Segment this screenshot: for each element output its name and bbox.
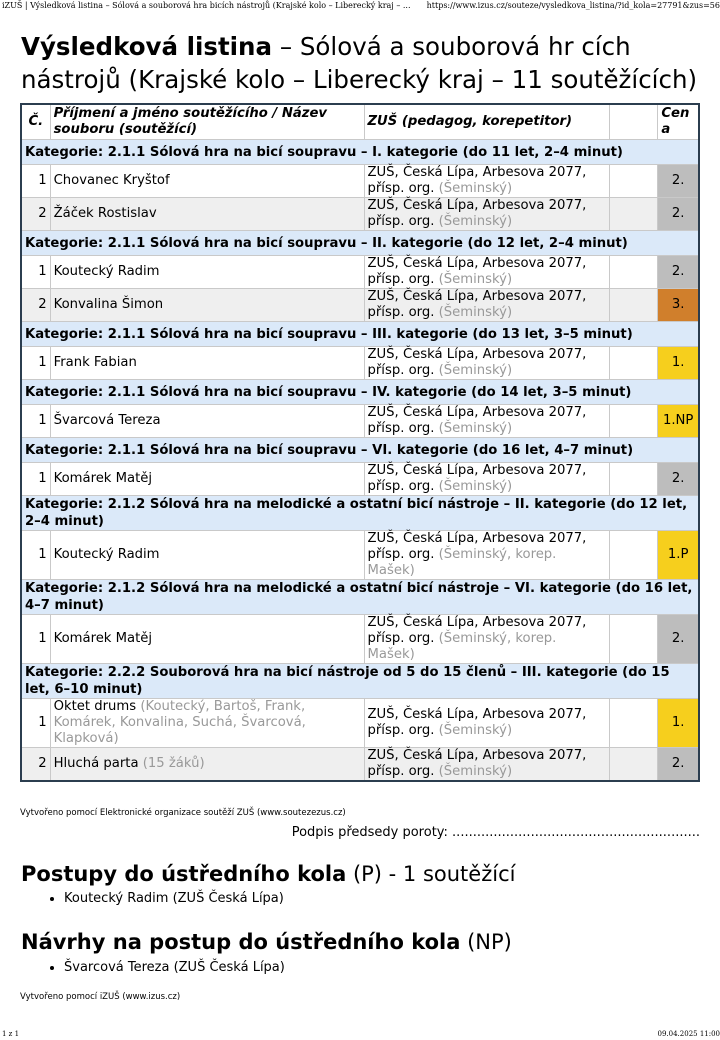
school-name: ZUŠ, Česká Lípa, Arbesova 2077, přísp. org. [367, 256, 587, 287]
contestant-name: Hluchá parta [53, 756, 139, 771]
proposals-heading-bold: Návrhy na postup do ústředního kola [21, 930, 461, 954]
contestant-cell [50, 699, 364, 748]
contestant-name: Komárek Matěj [53, 631, 153, 646]
row-number: 1 [21, 699, 50, 748]
placement-badge: 2. [658, 463, 699, 496]
table-row [21, 165, 699, 198]
category-label: Kategorie: 2.1.2 Sólová hra na melodické a ostatní bicí nástroje – VI. kategorie (do 16 let, 4–7 minut) [21, 580, 699, 615]
school-cell [364, 198, 610, 231]
school-name: ZUŠ, Česká Lípa, Arbesova 2077, přísp. org. [367, 405, 587, 436]
empty-cell [610, 615, 658, 664]
created-note-izus: Vytvořeno pomocí iZUŠ (www.izus.cz) [20, 992, 181, 1002]
page-title-bold: Výsledková listina [21, 32, 273, 61]
school-name: ZUŠ, Česká Lípa, Arbesova 2077, přísp. org. [367, 463, 587, 494]
advance-heading-bold: Postupy do ústředního kola [21, 862, 347, 886]
category-row [21, 580, 699, 615]
advance-list [46, 891, 284, 906]
row-number: 1 [21, 615, 50, 664]
contestant-cell [50, 198, 364, 231]
placement-badge: 2. [658, 615, 699, 664]
school-cell [364, 256, 610, 289]
contestant-cell [50, 256, 364, 289]
teacher-name: (Šeminský) [438, 764, 513, 779]
empty-cell [610, 256, 658, 289]
row-number: 1 [21, 165, 50, 198]
print-header [0, 0, 720, 12]
category-row [21, 231, 699, 256]
empty-cell [610, 748, 658, 782]
print-header-url: https://www.izus.cz/souteze/vysledkova_listina/?id_kola=27791&zus=56 [426, 1, 720, 10]
print-footer [0, 1030, 720, 1040]
category-row [21, 664, 699, 699]
school-cell [364, 699, 610, 748]
teacher-name: (Šeminský) [438, 723, 513, 738]
contestant-cell [50, 165, 364, 198]
empty-cell [610, 347, 658, 380]
row-number: 1 [21, 256, 50, 289]
contestant-name: Oktet drums [53, 699, 137, 714]
teacher-name: (Šeminský) [438, 181, 513, 196]
teacher-name: (Šeminský) [438, 363, 513, 378]
contestant-name: Frank Fabian [53, 355, 137, 370]
teacher-name: (Šeminský) [438, 272, 513, 287]
table-row [21, 256, 699, 289]
page-title-line2: nástrojů (Krajské kolo – Liberecký kraj – 11 soutěžících) [21, 65, 698, 94]
category-label: Kategorie: 2.1.1 Sólová hra na bicí soupravu – II. kategorie (do 12 let, 2–4 minut) [21, 231, 699, 256]
print-header-left: iZUŠ | Výsledková listina – Sólová a souborová hra bicích nástrojů (Krajské kolo – Liberecký kraj – ... [2, 1, 411, 10]
placement-badge: 1. [658, 347, 699, 380]
contestant-cell [50, 615, 364, 664]
school-cell [364, 289, 610, 322]
list-item: • Koutecký Radim (ZUŠ Česká Lípa) [64, 891, 284, 906]
category-label: Kategorie: 2.2.2 Souborová hra na bicí nástroje od 5 do 15 členů – III. kategorie (do 15 let, 6–10 minut) [21, 664, 699, 699]
created-note: Vytvořeno pomocí Elektronické organizace soutěží ZUŠ (www.soutezezus.cz) [20, 808, 346, 818]
category-label: Kategorie: 2.1.1 Sólová hra na bicí soupravu – VI. kategorie (do 16 let, 4–7 minut) [21, 438, 699, 463]
placement-badge: 2. [658, 165, 699, 198]
page-number: 1 z 1 [2, 1030, 20, 1038]
category-label: Kategorie: 2.1.1 Sólová hra na bicí soupravu – I. kategorie (do 11 let, 2–4 minut) [21, 140, 699, 165]
row-number: 2 [21, 289, 50, 322]
contestant-name: Koutecký Radim [53, 264, 160, 279]
header-num: Č. [21, 104, 50, 140]
empty-cell [610, 699, 658, 748]
table-row [21, 748, 699, 782]
contestant-cell [50, 347, 364, 380]
teacher-name: (Šeminský, korep. Mašek) [367, 631, 557, 662]
header-school: ZUŠ (pedagog, korepetitor) [364, 104, 610, 140]
category-label: Kategorie: 2.1.2 Sólová hra na melodické a ostatní bicí nástroje – II. kategorie (do 12 let, 2–4 minut) [21, 496, 699, 531]
category-row [21, 322, 699, 347]
row-number: 1 [21, 405, 50, 438]
school-cell [364, 347, 610, 380]
school-name: ZUŠ, Česká Lípa, Arbesova 2077, přísp. org. [367, 748, 587, 779]
row-number: 1 [21, 463, 50, 496]
header-place: Cena [658, 104, 699, 140]
advance-heading-rest: (P) - 1 soutěžící [346, 862, 516, 886]
contestant-name: Konvalina Šimon [53, 297, 164, 312]
print-date: 09.04.2025 11:00 [657, 1030, 720, 1038]
category-row [21, 496, 699, 531]
placement-badge: 2. [658, 256, 699, 289]
row-number: 1 [21, 347, 50, 380]
ensemble-members: (Koutecký, Bartoš, Frank, Komárek, Konvalina, Suchá, Švarcová, Klapková) [53, 699, 306, 746]
school-name: ZUŠ, Česká Lípa, Arbesova 2077, přísp. org. [367, 531, 587, 562]
school-cell [364, 748, 610, 782]
school-name: ZUŠ, Česká Lípa, Arbesova 2077, přísp. org. [367, 615, 587, 646]
school-cell [364, 531, 610, 580]
category-row [21, 438, 699, 463]
contestant-cell [50, 748, 364, 782]
table-header-row [21, 104, 699, 140]
empty-cell [610, 531, 658, 580]
placement-badge: 2. [658, 198, 699, 231]
table-row [21, 347, 699, 380]
school-name: ZUŠ, Česká Lípa, Arbesova 2077, přísp. org. [367, 707, 587, 738]
advance-heading [21, 862, 515, 886]
list-item: • Švarcová Tereza (ZUŠ Česká Lípa) [64, 960, 285, 975]
placement-badge: 1.P [658, 531, 699, 580]
proposals-heading [21, 930, 512, 954]
school-name: ZUŠ, Česká Lípa, Arbesova 2077, přísp. org. [367, 165, 587, 196]
table-row [21, 405, 699, 438]
category-label: Kategorie: 2.1.1 Sólová hra na bicí soupravu – IV. kategorie (do 14 let, 3–5 minut) [21, 380, 699, 405]
school-cell [364, 405, 610, 438]
table-row [21, 615, 699, 664]
table-row [21, 531, 699, 580]
row-number: 2 [21, 748, 50, 782]
category-row [21, 380, 699, 405]
page-title [21, 30, 711, 96]
teacher-name: (Šeminský, korep. Mašek) [367, 547, 557, 578]
table-row [21, 289, 699, 322]
contestant-name: Žáček Rostislav [53, 206, 157, 221]
proposals-heading-rest: (NP) [460, 930, 512, 954]
results-table [20, 103, 700, 782]
proposals-list [46, 960, 285, 975]
school-name: ZUŠ, Česká Lípa, Arbesova 2077, přísp. org. [367, 289, 587, 320]
placement-badge: 1. [658, 699, 699, 748]
contestant-cell [50, 289, 364, 322]
table-row [21, 463, 699, 496]
teacher-name: (Šeminský) [438, 214, 513, 229]
placement-badge: 3. [658, 289, 699, 322]
school-name: ZUŠ, Česká Lípa, Arbesova 2077, přísp. org. [367, 347, 587, 378]
school-cell [364, 165, 610, 198]
contestant-name: Koutecký Radim [53, 547, 160, 562]
header-empty [610, 104, 658, 140]
school-name: ZUŠ, Česká Lípa, Arbesova 2077, přísp. org. [367, 198, 587, 229]
contestant-name: Chovanec Kryštof [53, 173, 170, 188]
contestant-cell [50, 463, 364, 496]
empty-cell [610, 405, 658, 438]
table-row [21, 699, 699, 748]
row-number: 1 [21, 531, 50, 580]
category-label: Kategorie: 2.1.1 Sólová hra na bicí soupravu – III. kategorie (do 13 let, 3–5 minut) [21, 322, 699, 347]
jury-signature: Podpis předsedy poroty: ............................................................ [291, 825, 700, 840]
empty-cell [610, 289, 658, 322]
school-cell [364, 615, 610, 664]
teacher-name: (Šeminský) [438, 305, 513, 320]
teacher-name: (Šeminský) [438, 479, 513, 494]
empty-cell [610, 463, 658, 496]
empty-cell [610, 165, 658, 198]
contestant-cell [50, 405, 364, 438]
header-name: Příjmení a jméno soutěžícího / Název souboru (soutěžící) [50, 104, 364, 140]
contestant-name: Švarcová Tereza [53, 413, 161, 428]
ensemble-members: (15 žáků) [142, 756, 205, 771]
table-row [21, 198, 699, 231]
row-number: 2 [21, 198, 50, 231]
placement-badge: 1.NP [658, 405, 699, 438]
placement-badge: 2. [658, 748, 699, 782]
page-title-rest: – Sólová a souborová hr cích [272, 32, 631, 61]
results-body [21, 140, 699, 782]
contestant-cell [50, 531, 364, 580]
contestant-name: Komárek Matěj [53, 471, 153, 486]
school-cell [364, 463, 610, 496]
empty-cell [610, 198, 658, 231]
teacher-name: (Šeminský) [438, 421, 513, 436]
category-row [21, 140, 699, 165]
